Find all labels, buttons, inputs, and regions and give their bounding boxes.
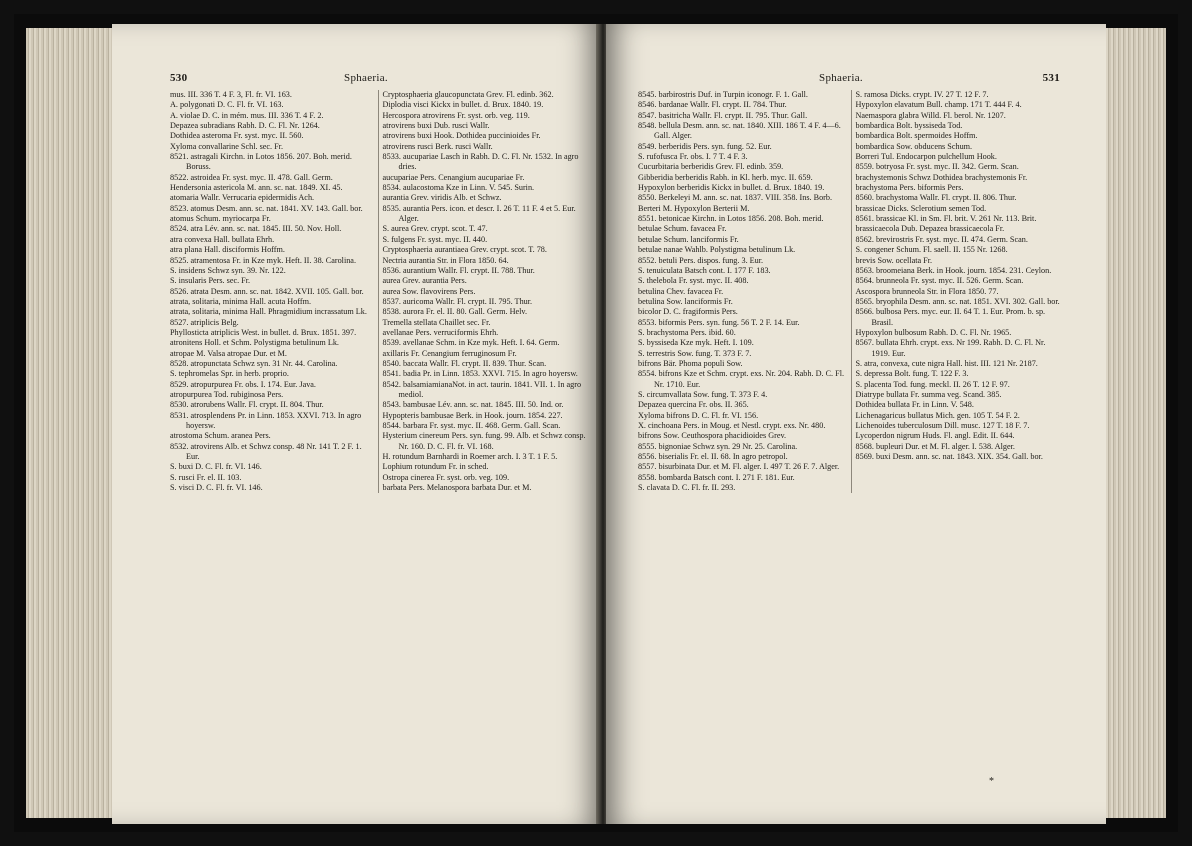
entry: S. tenuiculata Batsch cont. I. 177 F. 183.	[638, 265, 771, 275]
entry: S. placenta Tod. fung. meckl. II. 26 T. 12 F. 97.	[855, 379, 1010, 389]
entry: S. rusci Fr. el. II. 103.	[170, 472, 242, 482]
entry: aurantia Grev. viridis Alb. et Schwz.	[382, 193, 502, 203]
entry: H. rotundum Barnhardi in Roemer arch. I. 3 T. 1 F. 5.	[382, 452, 558, 462]
entry: Hendersonia astericola M. ann. sc. nat. 1849. XI. 45.	[170, 183, 343, 193]
entry: 8549. berberidis Pers. syn. fung. 52. Eur.	[638, 141, 772, 151]
entry: 8558. bombarda Batsch cont. I. 271 F. 181. Eur.	[638, 472, 795, 482]
entry: S. buxi D. C. Fl. fr. VI. 146.	[170, 462, 262, 472]
entry: 8526. atrata Desm. ann. sc. nat. 1842. XVII. 105. Gall. bor.	[170, 286, 364, 296]
right-page	[606, 24, 1106, 824]
entry: Hypoxylon berberidis Kickx in bullet. d. Brux. 1840. 19.	[638, 183, 825, 193]
entry: Cryptosphaeria aurantiaea Grev. crypt. scot. T. 78.	[382, 245, 547, 255]
column-right	[378, 90, 591, 493]
entry: 8547. basitricha Wallr. Fl. crypt. II. 795. Thur. Gall.	[638, 110, 808, 120]
entry: 8525. atramentosa Fr. in Kze myk. Heft. II. 38. Carolina.	[170, 255, 356, 265]
entry: brevis Sow. ocellata Fr.	[855, 255, 933, 265]
entry: 8545. barbirostris Duf. in Turpin iconogr. F. 1. Gall.	[638, 90, 808, 99]
entry: 8566. bulbosa Pers. myc. eur. II. 64 T. 1. Eur. Prom. b. sp. Brasil.	[855, 307, 1046, 327]
entry: S. ramosa Dicks. crypt. IV. 27 T. 12 F. 7.	[855, 90, 989, 99]
entry: brassicaecola Dub. Depazea brassicaecola Fr.	[855, 224, 1005, 234]
entry: bombardica Bolt. spermoides Hoffm.	[855, 131, 978, 141]
entry: 8534. aulacostoma Kze in Linn. V. 545. Surin.	[382, 183, 535, 193]
entry: 8544. barbara Fr. syst. myc. II. 468. Germ. Gall. Scan.	[382, 421, 561, 430]
entry: bifrons Bär. Phoma populi Sow.	[638, 358, 743, 368]
entry: S. circumvallata Sow. fung. T. 373 F. 4.	[638, 389, 768, 399]
text-columns	[166, 90, 590, 493]
left-page	[112, 24, 600, 824]
entry: 8532. atrovirens Alb. et Schwz consp. 48 Nr. 141 T. 2 F. 1. Eur.	[170, 441, 362, 462]
entry: 8564. brunneola Fr. syst. myc. II. 526. Germ. Scan.	[855, 276, 1024, 286]
entry: Xyloma convallarine Schl. sec. Fr.	[170, 141, 284, 151]
entry: 8563. broomeiana Berk. in Hook. journ. 1854. 231. Ceylon.	[855, 265, 1052, 275]
entry: 8530. atrorubens Wallr. Fl. crypt. II. 804. Thur.	[170, 400, 324, 410]
entry: Hypoxylon elavatum Bull. champ. 171 T. 444 F. 4.	[855, 100, 1022, 110]
entry: 8541. badia Pr. in Linn. 1853. XXVI. 715. In agro hoyersw.	[382, 369, 578, 379]
entry: bombardica Bolt. byssiseda Tod.	[855, 121, 963, 131]
entry: Tremella stellata Chaillet sec. Fr.	[382, 317, 491, 327]
page-number: 531	[1042, 72, 1060, 84]
entry: 8553. biformis Pers. syn. fung. 56 T. 2 F. 14. Eur.	[638, 317, 800, 327]
entry: S. atra, convexa, cute nigra Hall. hist. III. 121 Nr. 2187.	[855, 358, 1038, 368]
entry: betulina Sow. lanciformis Fr.	[638, 296, 733, 306]
entry: axillaris Fr. Cenangium ferruginosum Fr.	[382, 348, 517, 358]
page-number: 530	[170, 72, 188, 84]
entry: 8538. aurora Fr. el. II. 80. Gall. Germ. Helv.	[382, 307, 528, 317]
entry: 8551. betonicae Kirchn. in Lotos 1856. 208. Boh. merid.	[638, 214, 824, 224]
entry: Naemaspora glabra Willd. Fl. berol. Nr. 1207.	[855, 110, 1006, 120]
entry: S. rufofusca Fr. obs. I. 7 T. 4 F. 3.	[638, 152, 748, 162]
entry: 8568. bupleuri Dur. et M. Fl. alger. I. 538. Alger.	[855, 441, 1015, 451]
entry: 8524. atra Lév. ann. sc. nat. 1845. III. 50. Nov. Holl.	[170, 224, 342, 234]
entry: atropurpurea Tod. rubiginosa Pers.	[170, 389, 284, 399]
entry: 8521. astragali Kirchn. in Lotos 1856. 207. Boh. merid. Boruss.	[170, 152, 352, 172]
entry: bicolor D. C. fragiformis Pers.	[638, 307, 738, 317]
entry: Depazea quercina Fr. obs. II. 365.	[638, 400, 749, 410]
entry: betulae Schum. lanciformis Fr.	[638, 234, 739, 244]
entry: S. depressa Bolt. fung. T. 122 F. 3.	[855, 369, 969, 379]
entry: atronitens Holl. et Schm. Polystigma betulinum Lk.	[170, 338, 339, 348]
entry: 8528. atropunctata Schwz syn. 31 Nr. 44. Carolina.	[170, 358, 338, 368]
entry: 8554. bifrons Kze et Schm. crypt. exs. Nr. 204. Rabh. D. C. Fl. Nr. 1710. Eur.	[638, 369, 845, 389]
entry: Ostropa cinerea Fr. syst. orb. veg. 109.	[382, 472, 510, 482]
entry: S. terrestris Sow. fung. T. 373 F. 7.	[638, 348, 752, 358]
entry: aucupariae Pers. Cenangium aucupariae Fr.	[382, 172, 525, 182]
entry: betulae nanae Wahlb. Polystigma betulinum Lk.	[638, 245, 796, 255]
page-edges-left	[26, 28, 118, 818]
entry: 8542. balsamiamianaNot. in act. taurin. 1841. VII. 1. In agro mediol.	[382, 379, 582, 399]
entry: A. violae D. C. in mém. mus. III. 336 T. 4 F. 2.	[170, 110, 324, 120]
entry: Nectria aurantia Str. in Flora 1850. 64.	[382, 255, 509, 265]
entry: 8522. astroidea Fr. syst. myc. II. 478. Gall. Germ.	[170, 172, 333, 182]
entry: bombardica Sow. obducens Schum.	[855, 141, 973, 151]
entry: 8560. brachystoma Wallr. Fl. crypt. II. 806. Thur.	[855, 193, 1017, 203]
entry: Borreri Tul. Endocarpon pulchellum Hook.	[855, 152, 997, 162]
entry: S. insidens Schwz syn. 39. Nr. 122.	[170, 265, 286, 275]
entry: 8569. buxi Desm. ann. sc. nat. 1843. XIX. 354. Gall. bor.	[855, 452, 1043, 462]
entry: 8565. bryophila Desm. ann. sc. nat. 1851. XVI. 302. Gall. bor.	[855, 296, 1060, 306]
running-head: Sphaeria.	[819, 72, 863, 84]
entry: atrovirens rusci Berk. rusci Wallr.	[382, 141, 493, 151]
entry: S. clavata D. C. Fl. fr. II. 293.	[638, 483, 736, 493]
entry: atrata, solitaria, minima Hall. acuta Hoffm.	[170, 296, 312, 306]
entry: Lycoperdon nigrum Huds. Fl. angl. Edit. II. 644.	[855, 431, 1015, 441]
column-left	[166, 90, 378, 493]
entry: Lophium rotundum Fr. in sched.	[382, 462, 489, 472]
entry: S. tephromelas Spr. in herb. proprio.	[170, 369, 289, 379]
entry: 8523. atomus Desm. ann. sc. nat. 1841. XV. 143. Gall. bor.	[170, 203, 363, 213]
entry: aurea Grev. aurantia Pers.	[382, 276, 467, 286]
entry: 8555. bignoniae Schwz syn. 29 Nr. 25. Carolina.	[638, 441, 798, 451]
entry: 8556. biserialis Fr. el. II. 68. In agro petropol.	[638, 452, 788, 462]
running-head: Sphaeria.	[344, 72, 388, 84]
entry: barbata Pers. Melanospora barbata Dur. et M.	[382, 483, 532, 493]
entry: S. congener Schum. Fl. saell. II. 155 Nr. 1268.	[855, 245, 1008, 255]
entry: 8557. bisurbinata Dur. et M. Fl. alger. I. 497 T. 26 F. 7. Alger.	[638, 462, 840, 472]
entry: betulina Chev. favacea Fr.	[638, 286, 724, 296]
entry: S. brachystoma Pers. ibid. 60.	[638, 327, 736, 337]
entry: 8537. auricoma Wallr. Fl. crypt. II. 795. Thur.	[382, 296, 533, 306]
entry: atrovirens buxi Dub. rusci Wallr.	[382, 121, 490, 131]
entry: 8531. atrosplendens Pr. in Linn. 1853. XXVI. 713. In agro hoyersw.	[170, 410, 362, 430]
entry: avellanae Pers. verruciformis Ehrh.	[382, 327, 499, 337]
entry: Dothidea bullata Fr. in Linn. V. 548.	[855, 400, 974, 410]
entry: Xyloma bifrons D. C. Fl. fr. VI. 156.	[638, 410, 759, 420]
entry: atropae M. Valsa atropae Dur. et M.	[170, 348, 287, 358]
entry: 8552. betuli Pers. dispos. fung. 3. Eur.	[638, 255, 764, 265]
entry: betulae Schum. favacea Fr.	[638, 224, 727, 234]
entry: Ascospora brunneola Str. in Flora 1850. 77.	[855, 286, 999, 296]
entry: 8567. bullata Ehrh. crypt. exs. Nr 199. Rabh. D. C. Fl. Nr. 1919. Eur.	[855, 338, 1046, 358]
entry: A. polygonati D. C. Fl. fr. VI. 163.	[170, 100, 284, 110]
entry: Lichenoides tuberculosum Dill. musc. 127 T. 18 F. 7.	[855, 421, 1030, 430]
entry: 8540. baccata Wallr. Fl. crypt. II. 839. Thur. Scan.	[382, 358, 547, 368]
entry: Hypopteris bambusae Berk. in Hook. journ. 1854. 227.	[382, 410, 563, 420]
entry: Diplodia visci Kickx in bullet. d. Brux. 1840. 19.	[382, 100, 544, 110]
entry: S. insularis Pers. sec. Fr.	[170, 276, 251, 286]
entry: 8562. brevirostris Fr. syst. myc. II. 474. Germ. Scan.	[855, 234, 1028, 244]
entry: Cucurbitaria berberidis Grev. Fl. edinb. 359.	[638, 162, 784, 172]
entry: S. aurea Grev. crypt. scot. T. 47.	[382, 224, 488, 234]
entry: 8533. aucupariae Lasch in Rabh. D. C. Fl. Nr. 1532. In agro dries.	[382, 152, 579, 172]
entry: Gibberidia berberidis Rabh. in Kl. herb. myc. II. 659.	[638, 172, 813, 182]
entry: mus. III. 336 T. 4 F. 3, Fl. fr. VI. 163.	[170, 90, 292, 99]
entry: 8527. atriplicis Belg.	[170, 317, 239, 327]
entry: 8548. bellula Desm. ann. sc. nat. 1840. XIII. 186 T. 4 F. 4—6. Gall. Alger.	[638, 121, 841, 141]
entry: S. thelebola Fr. syst. myc. II. 408.	[638, 276, 749, 286]
entry: Hysterium cinereum Pers. syn. fung. 99. Alb. et Schwz consp. Nr. 160. D. C. Fl. fr. VI. 168.	[382, 431, 586, 451]
entry: Dothidea asteroma Fr. syst. myc. II. 560.	[170, 131, 304, 141]
entry: Cryptosphaeria glaucopunctata Grev. Fl. edinb. 362.	[382, 90, 554, 99]
entry: Depazea subradians Rabh. D. C. Fl. Nr. 1264.	[170, 121, 320, 131]
entry: brassicae Dicks. Sclerotium semen Tod.	[855, 203, 987, 213]
entry: Berteri M. Hypoxylon Berterii M.	[638, 203, 750, 213]
entry: 8536. aurantium Wallr. Fl. crypt. II. 788. Thur.	[382, 265, 535, 275]
entry: atrovirens buxi Hook. Dothidea puccinioides Fr.	[382, 131, 541, 141]
entry: S. visci D. C. Fl. fr. VI. 146.	[170, 483, 263, 493]
entry: S. byssiseda Kze myk. Heft. I. 109.	[638, 338, 754, 348]
entry: atra plana Hall. disciformis Hoffm.	[170, 245, 285, 255]
text-columns	[634, 90, 1068, 493]
entry: brachystemonis Schwz Dothidea brachystemonis Fr.	[855, 172, 1028, 182]
column-left	[634, 90, 851, 493]
column-right	[851, 90, 1069, 493]
page-edges-right	[1106, 28, 1166, 818]
entry: 8546. bardanae Wallr. Fl. crypt. II. 784. Thur.	[638, 100, 787, 110]
entry: Lichenagaricus bullatus Mich. gen. 105 T. 54 F. 2.	[855, 410, 1020, 420]
entry: atra convexa Hall. bullata Ehrh.	[170, 234, 275, 244]
entry: 8550. Berkeleyi M. ann. sc. nat. 1837. VIII. 358. Ins. Borb.	[638, 193, 833, 203]
entry: atrata, solitaria, minima Hall. Phragmidium incrassatum Lk.	[170, 307, 367, 317]
entry: 8529. atropurpurea Fr. obs. I. 174. Eur. Java.	[170, 379, 316, 389]
entry: 8543. bambusae Lév. ann. sc. nat. 1845. III. 50. Ind. or.	[382, 400, 564, 410]
entry: atrostoma Schum. aranea Pers.	[170, 431, 271, 441]
entry: S. fulgens Fr. syst. myc. II. 440.	[382, 234, 488, 244]
entry: 8559. botryosa Fr. syst. myc. II. 342. Germ. Scan.	[855, 162, 1019, 172]
entry: 8539. avellanae Schm. in Kze myk. Heft. I. 64. Germ.	[382, 338, 560, 348]
entry: aurea Sow. flavovirens Pers.	[382, 286, 476, 296]
entry: Hypoxylon bulbosum Rabh. D. C. Fl. Nr. 1965.	[855, 327, 1012, 337]
signature-mark: *	[989, 776, 994, 787]
entry: Hercospora atrovirens Fr. syst. orb. veg. 119.	[382, 110, 530, 120]
entry: bifrons Sow. Ceuthospora phacidioides Grev.	[638, 431, 787, 441]
entry: atomus Schum. myriocarpa Fr.	[170, 214, 271, 224]
entry: atomaria Wallr. Verrucaria epidermidis Ach.	[170, 193, 315, 203]
entry: Diatrype bullata Fr. summa veg. Scand. 385.	[855, 389, 1002, 399]
entry: 8561. brassicae Kl. in Sm. Fl. brit. V. 261 Nr. 113. Brit.	[855, 214, 1037, 224]
entry: Phyllosticta atriplicis West. in bullet. d. Brux. 1851. 397.	[170, 327, 357, 337]
entry: brachystoma Pers. biformis Pers.	[855, 183, 964, 193]
entry: X. cinchoana Pers. in Moug. et Nestl. crypt. exs. Nr. 480.	[638, 421, 826, 430]
entry: 8535. aurantia Pers. icon. et descr. I. 26 T. 11 F. 4 et 5. Eur. Alger.	[382, 203, 576, 224]
